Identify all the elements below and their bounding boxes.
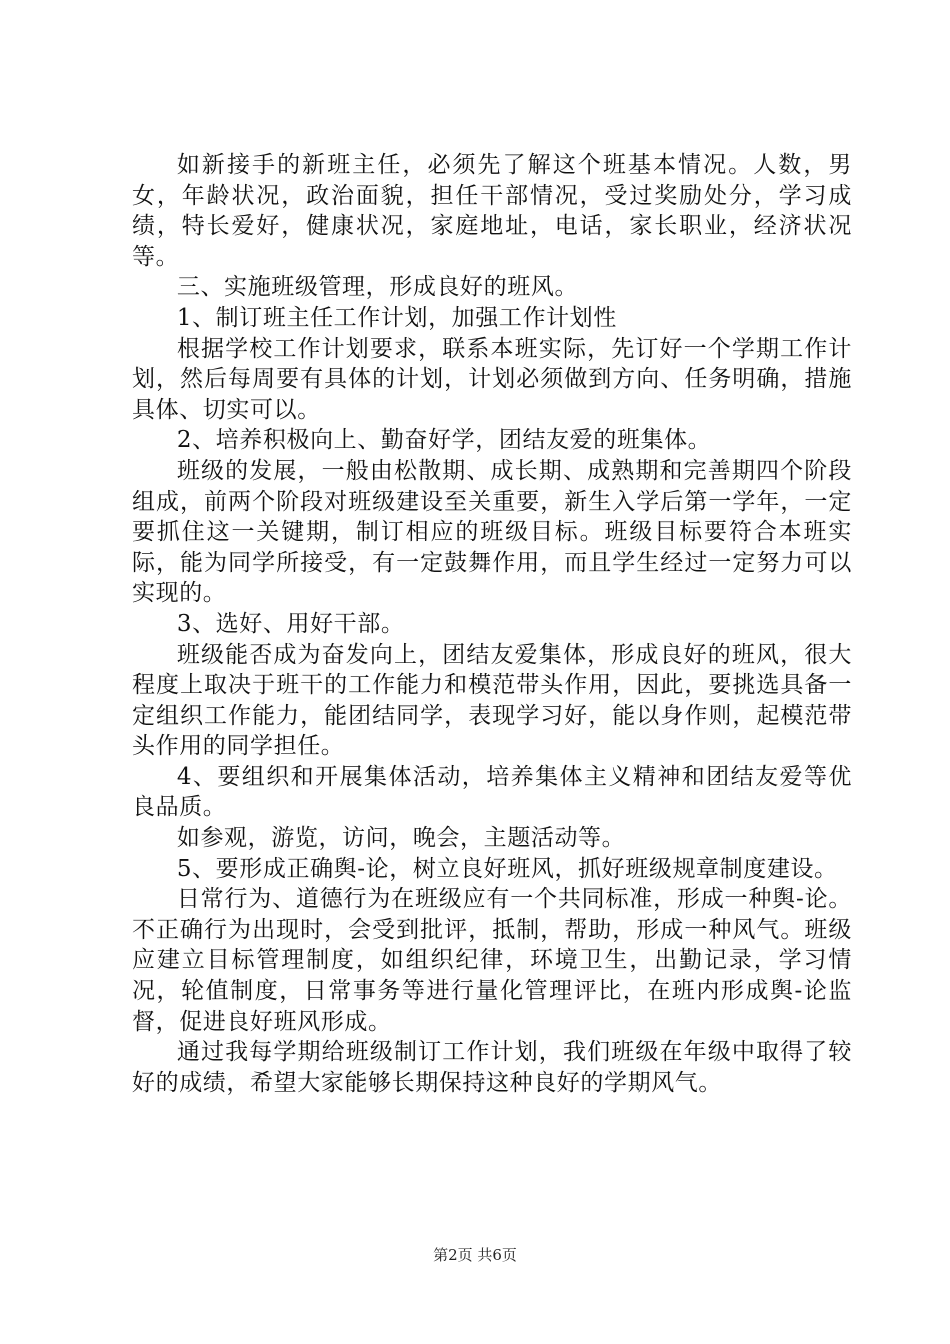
paragraph-class-development: 班级的发展，一般由松散期、成长期、成熟期和完善期四个阶段组成，前两个阶段对班级建设至关重要，新生入学后第一学年，一定要抓住这一关键期，制订相应的班级目标。班级目标要符合本班实际，能为同学所接受，有一定鼓舞作用，而且学生经过一定努力可以实现的。 — [132, 457, 852, 607]
page-number-footer: 第2页 共6页 — [433, 1246, 517, 1264]
paragraph-work-plan: 根据学校工作计划要求，联系本班实际，先订好一个学期工作计划，然后每周要有具体的计划，计划必须做到方向、任务明确，措施具体、切实可以。 — [132, 335, 852, 423]
document-body — [132, 150, 852, 1098]
paragraph-class-info: 如新接手的新班主任，必须先了解这个班基本情况。人数，男女，年龄状况，政治面貌，担任干部情况，受过奖励处分，学习成绩，特长爱好，健康状况，家庭地址，电话，家长职业，经济状况等。 — [132, 152, 852, 270]
paragraph-behavior-norms: 日常行为、道德行为在班级应有一个共同标准，形成一种舆-论。不正确行为出现时，会受到批评，抵制，帮助，形成一种风气。班级应建立目标管理制度，如组织纪律，环境卫生，出勤记录，学习情况，轮值制度，日常事务等进行量化管理评比，在班内形成舆-论监督，促进良好班风形成。 — [132, 886, 852, 1035]
subheading-item-2: 2、培养积极向上、勤奋好学，团结友爱的班集体。 — [176, 427, 712, 454]
paragraph-conclusion: 通过我每学期给班级制订工作计划，我们班级在年级中取得了较好的成绩，希望大家能够长期保持这种良好的学期风气。 — [132, 1039, 852, 1096]
subheading-item-1: 1、制订班主任工作计划，加强工作计划性 — [176, 304, 617, 331]
paragraph-class-cadres: 班级能否成为奋发向上，团结友爱集体，形成良好的班风，很大程度上取决于班干的工作能力和模范带头作用，因此，要挑选具备一定组织工作能力，能团结同学，表现学习好，能以身作则，起模范带头作用的同学担任。 — [132, 641, 852, 760]
subheading-item-3: 3、选好、用好干部。 — [176, 610, 405, 637]
heading-section-three: 三、实施班级管理，形成良好的班风。 — [176, 274, 579, 301]
paragraph-activities: 如参观，游览，访问，晚会，主题活动等。 — [176, 825, 626, 852]
subheading-item-5: 5、要形成正确舆-论，树立良好班风，抓好班级规章制度建设。 — [176, 855, 838, 882]
subheading-item-4: 4、要组织和开展集体活动，培养集体主义精神和团结友爱等优良品质。 — [132, 763, 852, 821]
